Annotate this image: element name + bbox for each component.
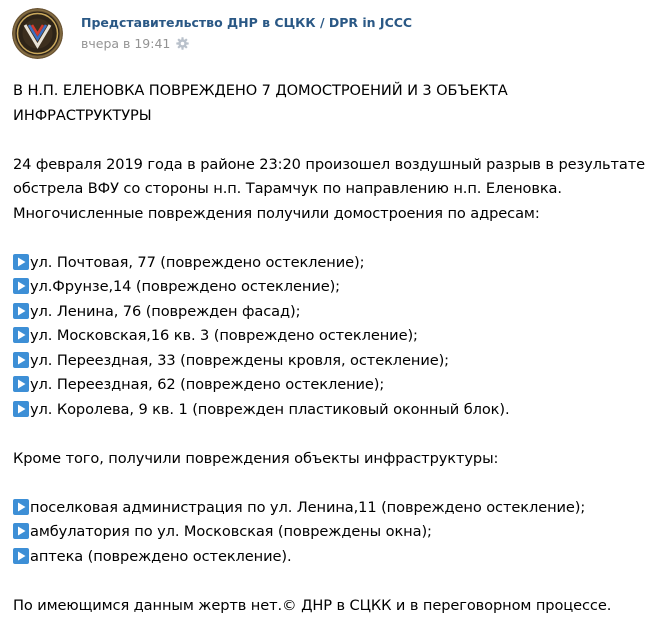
infrastructure-item (13, 496, 648, 521)
play-arrow-icon (13, 278, 29, 294)
address-item (13, 275, 648, 300)
gear-icon[interactable] (176, 37, 189, 50)
post-meta (81, 36, 189, 51)
address-text: ул. Королева, 9 кв. 1 (поврежден пластиковый оконный блок). (30, 400, 510, 418)
paragraph-line: обстрела ВФУ со стороны н.п. Тарамчук по направлению н.п. Еленовка. (13, 180, 562, 197)
address-item (13, 398, 648, 423)
paragraph-gap (13, 422, 648, 447)
play-arrow-icon (13, 523, 29, 539)
address-text: ул. Переездная, 62 (повреждено остекление); (30, 376, 385, 393)
paragraph-line: 24 февраля 2019 года в районе 23:20 произошел воздушный разрыв в результате (13, 155, 645, 173)
address-text: ул. Почтовая, 77 (повреждено остекление); (30, 253, 365, 271)
paragraph-gap (13, 569, 648, 594)
address-item (13, 251, 648, 276)
paragraph-line: Кроме того, получили повреждения объекты инфраструктуры: (13, 449, 499, 467)
avatar[interactable] (12, 8, 63, 59)
infrastructure-item (13, 545, 648, 570)
play-arrow-icon (13, 254, 29, 270)
infrastructure-text: аптека (повреждено остекление). (30, 547, 292, 565)
headline-line-1: В Н.П. ЕЛЕНОВКА ПОВРЕЖДЕНО 7 ДОМОСТРОЕНИЙ И 3 ОБЪЕКТА (13, 82, 508, 99)
play-arrow-icon (13, 499, 29, 515)
paragraph-gap (13, 471, 648, 496)
closing-line: По имеющимся данным жертв нет.© ДНР в СЦКК и в переговорном процессе. (13, 596, 612, 614)
emblem-icon (12, 8, 63, 59)
author-link[interactable]: Представительство ДНР в СЦКК / DPR in JCCC (81, 15, 413, 30)
infrastructure-text: поселковая администрация по ул. Ленина,11 (повреждено остекление); (30, 498, 586, 516)
paragraph-gap (13, 226, 648, 251)
address-item (13, 300, 648, 325)
address-text: ул.Фрунзе,14 (повреждено остекление); (30, 278, 340, 295)
address-item (13, 349, 648, 374)
infrastructure-text: амбулатория по ул. Московская (повреждены окна); (30, 523, 432, 540)
play-arrow-icon (13, 376, 29, 392)
paragraph-line: Многочисленные повреждения получили домостроения по адресам: (13, 204, 540, 222)
headline-line-2: ИНФРАСТРУКТУРЫ (13, 106, 152, 124)
address-text: ул. Переездная, 33 (повреждены кровля, остекление); (30, 351, 450, 369)
post-text (13, 79, 648, 618)
play-arrow-icon (13, 401, 29, 417)
paragraph-gap (13, 128, 648, 153)
infrastructure-item (13, 520, 648, 545)
address-text: ул. Ленина, 76 (поврежден фасад); (30, 302, 301, 320)
address-item (13, 373, 648, 398)
play-arrow-icon (13, 352, 29, 368)
address-text: ул. Московская,16 кв. 3 (повреждено остекление); (30, 327, 418, 344)
post-time[interactable]: вчера в 19:41 (81, 36, 171, 51)
play-arrow-icon (13, 548, 29, 564)
post-header (12, 8, 632, 60)
address-item (13, 324, 648, 349)
play-arrow-icon (13, 327, 29, 343)
play-arrow-icon (13, 303, 29, 319)
